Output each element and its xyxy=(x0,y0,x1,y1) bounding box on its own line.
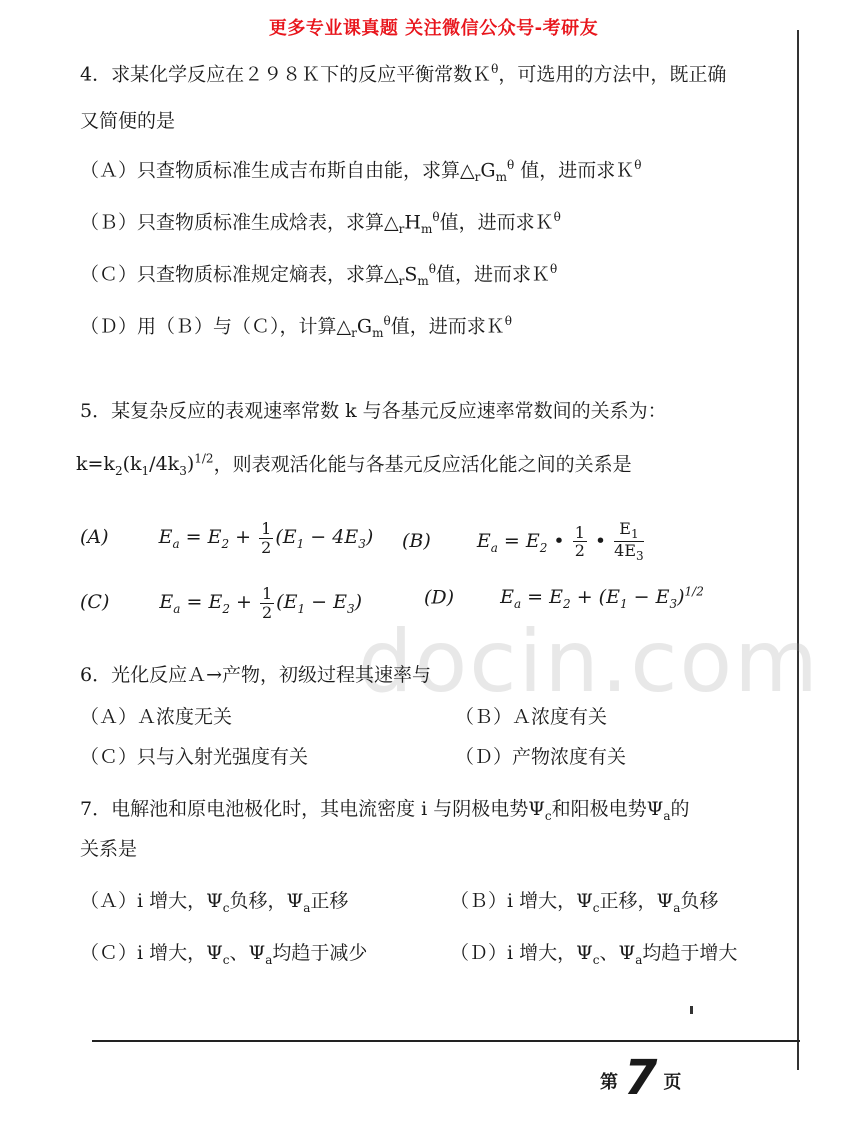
q5-option-c: (C) $E_a = E_2$ + $\frac{1}{2}$ $(E_1 - E_3)$ xyxy=(80,584,363,622)
q4-stem-line1: 4．求某化学反应在２９８Ｋ下的反应平衡常数Ｋ$^\theta$，可选用的方法中，既正确 xyxy=(80,62,727,86)
page-number: 第 7 页 xyxy=(600,1050,682,1106)
q6-option-d: （Ｄ）产物浓度有关 xyxy=(455,746,627,768)
q6-stem: 6．光化反应Ａ→产物，初级过程其速率与 xyxy=(80,664,432,686)
q7-option-c: （Ｃ）i 增大，$\Psi_c$、$\Psi_a$均趋于减少 xyxy=(80,942,368,967)
q7-option-b: （Ｂ）i 增大，$\Psi_c$正移，$\Psi_a$负移 xyxy=(450,890,719,915)
q4-stem-line2: 又简便的是 xyxy=(80,110,176,132)
right-margin-rule xyxy=(797,30,799,1070)
q6-option-b: （Ｂ）Ａ浓度有关 xyxy=(455,706,608,728)
q4-option-d: （Ｄ）用（Ｂ）与（Ｃ），计算$\triangle_rG_m^\theta$值，进而求Ｋ$^\theta$ xyxy=(80,314,512,341)
footer-rule xyxy=(92,1040,800,1042)
q4-option-b: （Ｂ）只查物质标准生成焓表，求算$\triangle_rH_m^\theta$值，进而求Ｋ$^\theta$ xyxy=(80,210,561,237)
watermark: docin.com xyxy=(358,612,820,712)
promo-banner: 更多专业课真题 关注微信公众号-考研友 xyxy=(268,18,599,39)
q5-option-b: (B) $E_a = E_2$ • $\frac{1}{2}$ • $\frac{E_1}{4E_3}$ xyxy=(402,519,644,564)
q5-stem-line2: $k=k_2(k_1/4k_3)^{1/2}$，则表观活化能与各基元反应活化能之间的关系是 xyxy=(76,452,632,479)
q5-option-a: (A) $E_a = E_2$ + $\frac{1}{2}$ $(E_1 - 4E_3)$ xyxy=(80,519,374,557)
q6-option-c: （Ｃ）只与入射光强度有关 xyxy=(80,746,309,768)
q7-stem-line2: 关系是 xyxy=(80,838,138,860)
q7-stem-line1: 7．电解池和原电池极化时，其电流密度 i 与阴极电势$\Psi_c$和阳极电势$\Psi_a$的 xyxy=(80,798,690,823)
q5-stem-line1: 5．某复杂反应的表观速率常数 k 与各基元反应速率常数间的关系为： xyxy=(80,400,667,422)
q7-option-a: （Ａ）i 增大，$\Psi_c$负移，$\Psi_a$正移 xyxy=(80,890,349,915)
q7-option-d: （Ｄ）i 增大，$\Psi_c$、$\Psi_a$均趋于增大 xyxy=(450,942,738,967)
q5-rate-relation: $k=k_2(k_1/4k_3)^{1/2}$ xyxy=(76,452,214,479)
q5-option-d: (D) $E_a = E_2 + (E_1 - E_3)^{1/2}$ xyxy=(424,585,704,612)
q4-option-a: （Ａ）只查物质标准生成吉布斯自由能，求算$\triangle_rG_m^\theta$ 值，进而求Ｋ$^\theta$ xyxy=(80,158,642,185)
q6-option-a: （Ａ）Ａ浓度无关 xyxy=(80,706,233,728)
scan-speck xyxy=(690,1006,693,1014)
q4-option-c: （Ｃ）只查物质标准规定熵表，求算$\triangle_rS_m^\theta$值，进而求Ｋ$^\theta$ xyxy=(80,262,558,289)
